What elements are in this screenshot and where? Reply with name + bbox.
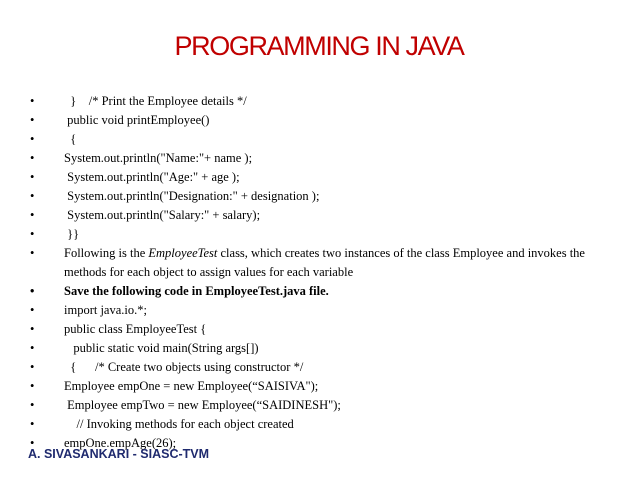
description-post: class, which creates two instances of the class Employee and invokes the methods for each object to assign values for each variable: [64, 246, 589, 279]
bullet-text: // Invoking methods for each object created: [64, 417, 294, 431]
bullet-dot: •: [30, 303, 35, 317]
bullet-line-instruction: [30, 282, 615, 301]
bullet-line: [30, 396, 615, 415]
bullet-text: {: [64, 132, 77, 146]
bullet-dot: •: [30, 94, 35, 108]
bullet-dot: •: [30, 170, 35, 184]
bullet-text: System.out.println("Name:"+ name );: [64, 151, 253, 165]
bullet-dot: •: [30, 436, 35, 450]
bullet-dot: •: [30, 322, 35, 336]
bullet-line: [30, 111, 615, 130]
bullet-dot: •: [30, 398, 35, 412]
bullet-line: [30, 415, 615, 434]
bullet-text: Employee empTwo = new Employee(“SAIDINESH");: [64, 398, 341, 412]
bullet-line-description: [30, 244, 615, 282]
bullet-text: Save the following code in EmployeeTest.java file.: [64, 284, 329, 298]
bullet-text: Employee empOne = new Employee(“SAISIVA");: [64, 379, 319, 393]
bullet-line: [30, 377, 615, 396]
bullet-text: import java.io.*;: [64, 303, 147, 317]
slide-title: PROGRAMMING IN JAVA: [174, 31, 464, 61]
bullet-text: System.out.println("Salary:" + salary);: [64, 208, 261, 222]
bullet-text: public static void main(String args[]): [64, 341, 259, 355]
bullet-text: { /* Create two objects using constructor */: [64, 360, 304, 374]
bullet-dot: •: [30, 227, 35, 241]
bullet-line: [30, 301, 615, 320]
bullet-list: [30, 92, 615, 453]
class-name-italic: EmployeeTest: [148, 246, 218, 260]
bullet-dot: •: [30, 132, 35, 146]
bullet-dot: •: [30, 151, 35, 165]
bullet-text: }}: [64, 227, 80, 241]
bullet-line: [30, 130, 615, 149]
bullet-text: System.out.println("Age:" + age );: [64, 170, 240, 184]
bullet-line: [30, 92, 615, 111]
bullet-text: } /* Print the Employee details */: [64, 94, 247, 108]
bullet-text: empOne.empAge(26);: [64, 436, 177, 450]
bullet-line: [30, 206, 615, 225]
bullet-text: public void printEmployee(): [64, 113, 210, 127]
bullet-line: [30, 358, 615, 377]
bullet-line: [30, 320, 615, 339]
bullet-dot: •: [30, 189, 35, 203]
bullet-dot: •: [30, 379, 35, 393]
bullet-line: [30, 168, 615, 187]
description-pre: Following is the: [64, 246, 149, 260]
bullet-dot: •: [30, 113, 35, 127]
bullet-dot: •: [30, 417, 35, 431]
bullet-line: [30, 225, 615, 244]
bullet-dot: •: [30, 341, 35, 355]
bullet-dot: •: [30, 360, 35, 374]
bullet-dot: •: [30, 284, 35, 298]
bullet-line: [30, 339, 615, 358]
bullet-line: [30, 149, 615, 168]
bullet-text: public class EmployeeTest {: [64, 322, 207, 336]
author-footer: A. SIVASANKARI - SIASC-TVM: [28, 447, 210, 461]
bullet-dot: •: [30, 208, 35, 222]
bullet-text: System.out.println("Designation:" + designation );: [64, 189, 320, 203]
bullet-line: [30, 187, 615, 206]
bullet-dot: •: [30, 246, 35, 260]
